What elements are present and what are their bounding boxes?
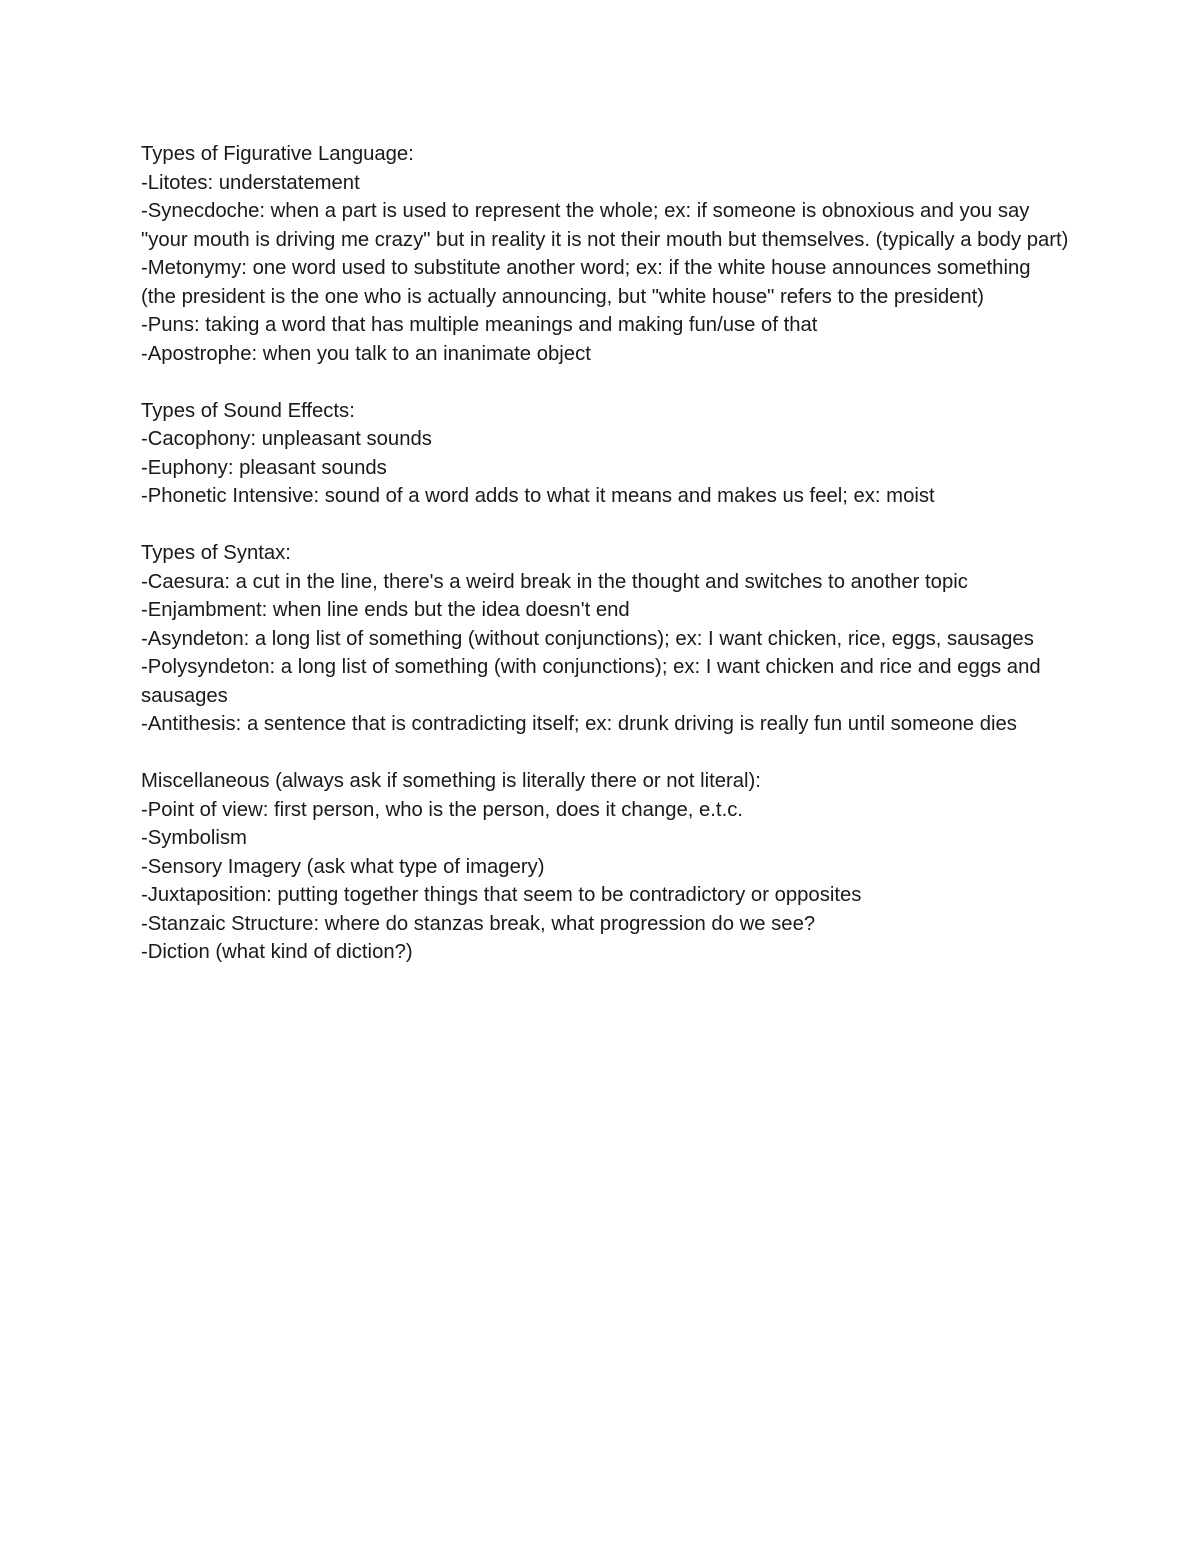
- list-item: -Juxtaposition: putting together things that seem to be contradictory or opposites: [141, 884, 862, 906]
- list-item: -Sensory Imagery (ask what type of imagery): [141, 855, 545, 878]
- list-item: -Stanzaic Structure: where do stanzas break, what progression do we see?: [141, 912, 816, 935]
- section-heading: Types of Sound Effects:: [141, 399, 355, 422]
- section-heading: Types of Figurative Language:: [141, 143, 414, 165]
- list-item: -Antithesis: a sentence that is contradicting itself; ex: drunk driving is really fun until someone dies: [141, 713, 1017, 735]
- list-item: -Symbolism: [141, 827, 247, 849]
- section-heading: Types of Syntax:: [141, 542, 291, 564]
- list-item: -Point of view: first person, who is the person, does it change, e.t.c.: [141, 798, 743, 821]
- list-item: -Diction (what kind of diction?): [141, 941, 413, 963]
- section-figurative-language: [141, 140, 1071, 368]
- section-heading: Miscellaneous (always ask if something is literally there or not literal):: [141, 770, 761, 792]
- list-item: -Enjambment: when line ends but the idea doesn't end: [141, 599, 630, 621]
- list-item: -Litotes: understatement: [141, 171, 360, 194]
- list-item: -Apostrophe: when you talk to an inanimate object: [141, 342, 591, 365]
- list-item: -Euphony: pleasant sounds: [141, 456, 387, 479]
- document-body: [141, 140, 1071, 995]
- list-item: -Synecdoche: when a part is used to represent the whole; ex: if someone is obnoxious and you say "your mouth is driving me crazy" but in reality it is not their mouth but themselves. (typically a body part): [141, 200, 1069, 251]
- section-miscellaneous: [141, 767, 1071, 967]
- list-item: -Phonetic Intensive: sound of a word adds to what it means and makes us feel; ex: moist: [141, 485, 935, 507]
- section-sound-effects: [141, 397, 1071, 511]
- list-item: -Puns: taking a word that has multiple meanings and making fun/use of that: [141, 314, 818, 336]
- list-item: -Cacophony: unpleasant sounds: [141, 428, 432, 450]
- section-syntax: [141, 539, 1071, 739]
- list-item: -Metonymy: one word used to substitute another word; ex: if the white house announces something (the president is the one who is actually announcing, but "white house" refers to the president): [141, 257, 1031, 308]
- list-item: -Polysyndeton: a long list of something (with conjunctions); ex: I want chicken and rice and eggs and sausages: [141, 656, 1041, 707]
- list-item: -Asyndeton: a long list of something (without conjunctions); ex: I want chicken, rice, eggs, sausages: [141, 627, 1034, 650]
- list-item: -Caesura: a cut in the line, there's a weird break in the thought and switches to another topic: [141, 570, 968, 593]
